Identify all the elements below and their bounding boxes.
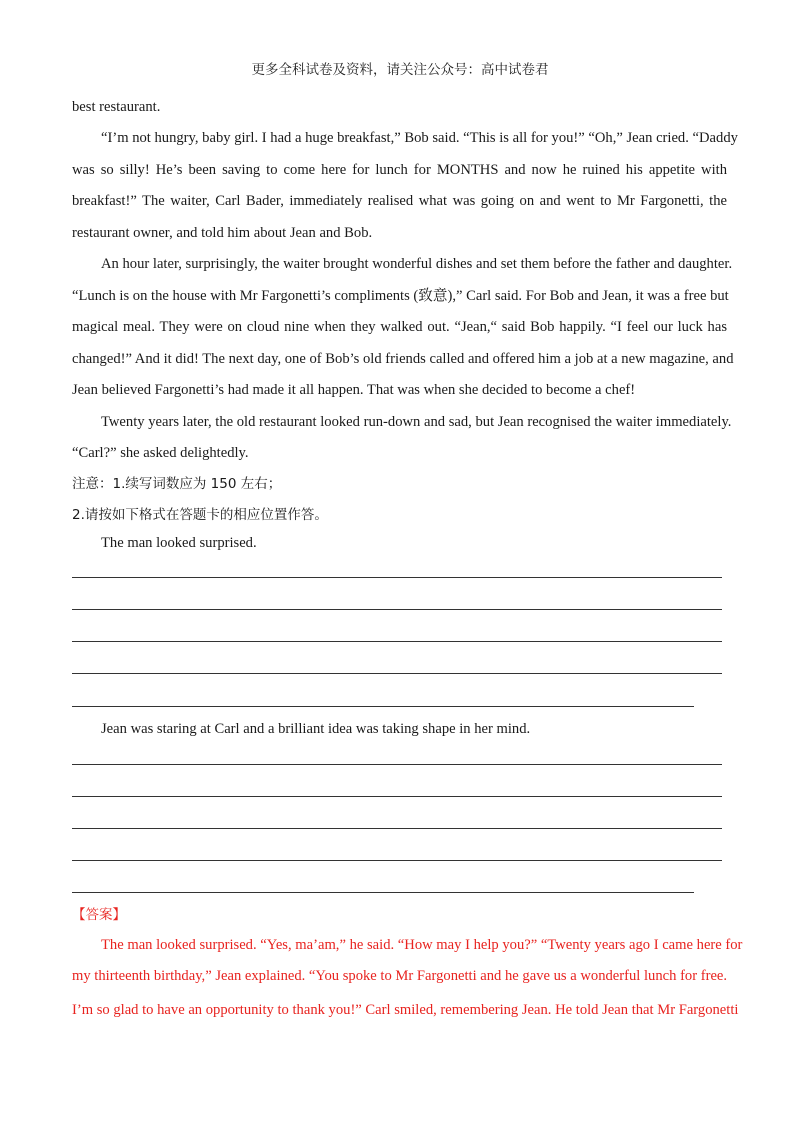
story-line: An hour later, surprisingly, the waiter brought wonderful dishes and set them before the father and daughter. — [101, 256, 733, 272]
story-line: changed!” And it did! The next day, one of Bob’s old friends called and offered him a job at a new magazine, and — [72, 351, 734, 367]
answer-line: I’m so glad to have an opportunity to thank you!” Carl smiled, remembering Jean. He told Jean that Mr Fargonetti — [72, 1002, 739, 1018]
answer-blank-line — [72, 796, 722, 797]
answer-blank-line — [72, 828, 722, 829]
answer-line: The man looked surprised. “Yes, ma’am,” he said. “How may I help you?” “Twenty years ago I came here for — [101, 937, 743, 953]
story-line: “I’m not hungry, baby girl. I had a huge breakfast,” Bob said. “This is all for you!” “Oh,” Jean cried. “Daddy — [101, 130, 738, 146]
answer-line: my thirteenth birthday,” Jean explained. “You spoke to Mr Fargonetti and he gave us a wonderful lunch for free. — [72, 968, 728, 984]
note-line: 2.请按如下格式在答题卡的相应位置作答。 — [72, 507, 328, 523]
story-line: “Lunch is on the house with Mr Fargonetti’s compliments (致意),” Carl said. For Bob and Jean, it was a free but — [72, 288, 729, 304]
story-line: breakfast!” The waiter, Carl Bader, immediately realised what was going on and went to Mr Fargonetti, the — [72, 193, 727, 209]
story-line: Jean believed Fargonetti’s had made it all happen. That was when she decided to become a chef! — [72, 382, 636, 398]
story-line: magical meal. They were on cloud nine when they walked out. “Jean,“ said Bob happily. “I feel our luck has — [72, 319, 727, 335]
paragraph-prompt-1: The man looked surprised. — [101, 535, 257, 551]
story-line: best restaurant. — [72, 99, 161, 115]
answer-label: 【答案】 — [72, 907, 126, 923]
note-line: 注意：1.续写词数应为 150 左右； — [72, 476, 282, 492]
answer-blank-line — [72, 764, 722, 765]
paragraph-prompt-2: Jean was staring at Carl and a brilliant idea was taking shape in her mind. — [101, 721, 531, 737]
answer-blank-line — [72, 577, 722, 578]
story-line: restaurant owner, and told him about Jean and Bob. — [72, 225, 373, 241]
story-line: Twenty years later, the old restaurant looked run-down and sad, but Jean recognised the waiter immediately. — [101, 414, 732, 430]
answer-blank-line — [72, 706, 694, 707]
story-line: “Carl?” she asked delightedly. — [72, 445, 249, 461]
answer-blank-line — [72, 892, 694, 893]
answer-blank-line — [72, 641, 722, 642]
answer-blank-line — [72, 609, 722, 610]
story-line: was so silly! He’s been saving to come here for lunch for MONTHS and now he ruined his appetite with — [72, 162, 727, 178]
answer-blank-line — [72, 673, 722, 674]
answer-blank-line — [72, 860, 722, 861]
page-header: 更多全科试卷及资料，请关注公众号：高中试卷君 — [251, 62, 549, 78]
